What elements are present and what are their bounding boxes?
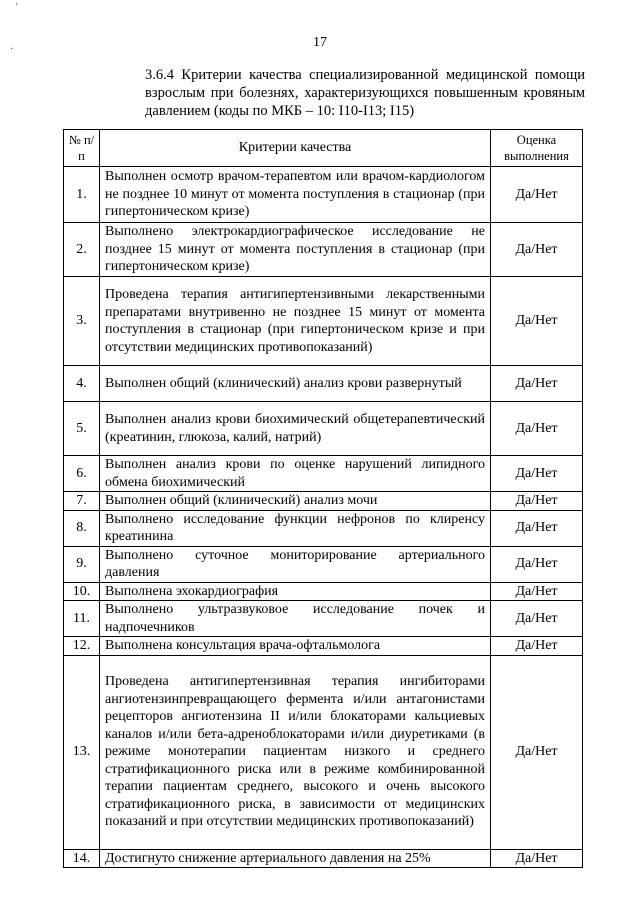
table-row [64,601,583,637]
row-criterion: Выполнен общий (клинический) анализ крови развернутый [100,366,491,402]
table-row [64,456,583,492]
table-row [64,546,583,582]
row-number: 6. [64,456,100,492]
table-row [64,582,583,601]
row-criterion: Проведена терапия антигипертензивными лекарственными препаратами внутривенно не позднее 15 минут от момента поступления в стационар (при гипертоническом кризе и при отсутствии медицинских противопоказаний) [100,277,491,366]
row-criterion: Выполнен анализ крови по оценке нарушений липидного обмена биохимический [100,456,491,492]
row-grade: Да/Нет [491,582,583,601]
criteria-table [63,129,583,868]
header-number: № п/п [64,130,100,167]
row-grade: Да/Нет [491,655,583,849]
row-number: 3. [64,277,100,366]
row-criterion: Выполнено исследование функции нефронов по клиренсу креатинина [100,510,491,546]
header-criteria: Критерии качества [100,130,491,167]
row-criterion: Выполнено суточное мониторирование артериального давления [100,546,491,582]
row-number: 4. [64,366,100,402]
row-number: 9. [64,546,100,582]
row-criterion: Выполнена эхокардиография [100,582,491,601]
row-criterion: Достигнуто снижение артериального давления на 25% [100,849,491,868]
table-row [64,510,583,546]
row-number: 2. [64,223,100,277]
row-number: 11. [64,601,100,637]
row-number: 14. [64,849,100,868]
table-row [64,655,583,849]
row-number: 1. [64,167,100,223]
row-number: 10. [64,582,100,601]
page-number: 17 [313,35,327,50]
section-heading: 3.6.4 Критерии качества специализированной медицинской помощи взрослым при болезнях, характеризующихся повышенным кровяным давлением (коды по МКБ – 10: I10-I13; I15) [145,67,585,119]
scan-mark: ' [16,2,18,13]
row-criterion: Выполнено ультразвуковое исследование почек и надпочечников [100,601,491,637]
row-grade: Да/Нет [491,402,583,456]
row-grade: Да/Нет [491,849,583,868]
row-number: 7. [64,492,100,511]
row-criterion: Выполнен общий (клинический) анализ мочи [100,492,491,511]
row-number: 12. [64,637,100,656]
table-row [64,167,583,223]
row-criterion: Выполнен осмотр врачом-терапевтом или врачом-кардиологом не позднее 10 минут от момента поступления в стационар (при гипертоническом кризе) [100,167,491,223]
table-row [64,402,583,456]
table-row [64,223,583,277]
row-grade: Да/Нет [491,492,583,511]
row-criterion: Выполнено электрокардиографическое исследование не позднее 15 минут от момента поступления в стационар (при гипертоническом кризе) [100,223,491,277]
header-grade: Оценка выполнения [491,130,583,167]
row-criterion: Выполнена консультация врача-офтальмолога [100,637,491,656]
row-grade: Да/Нет [491,167,583,223]
row-criterion: Проведена антигипертензивная терапия ингибиторами ангиотензинпревращающего фермента и/или антагонистами рецепторов ангиотензина II и/или блокаторами кальциевых каналов и/или бета-адреноблокаторами и/или диуретиками (в режиме монотерапии пациентам низкого и среднего стратификационного риска или в режиме комбинированной терапии пациентам среднего, высокого и очень высокого стратификационного риска, в зависимости от медицинских показаний и при отсутствии медицинских противопоказаний) [100,655,491,849]
table-row [64,492,583,511]
row-grade: Да/Нет [491,223,583,277]
row-grade: Да/Нет [491,366,583,402]
table-row [64,277,583,366]
row-grade: Да/Нет [491,601,583,637]
row-criterion: Выполнен анализ крови биохимический общетерапевтический (креатинин, глюкоза, калий, натрий) [100,402,491,456]
table-row [64,637,583,656]
row-grade: Да/Нет [491,546,583,582]
row-grade: Да/Нет [491,510,583,546]
row-number: 5. [64,402,100,456]
table-row [64,366,583,402]
table-header-row [64,130,583,167]
row-number: 13. [64,655,100,849]
row-grade: Да/Нет [491,277,583,366]
row-grade: Да/Нет [491,637,583,656]
scan-mark: · [10,44,14,55]
row-number: 8. [64,510,100,546]
table-row [64,849,583,868]
row-grade: Да/Нет [491,456,583,492]
